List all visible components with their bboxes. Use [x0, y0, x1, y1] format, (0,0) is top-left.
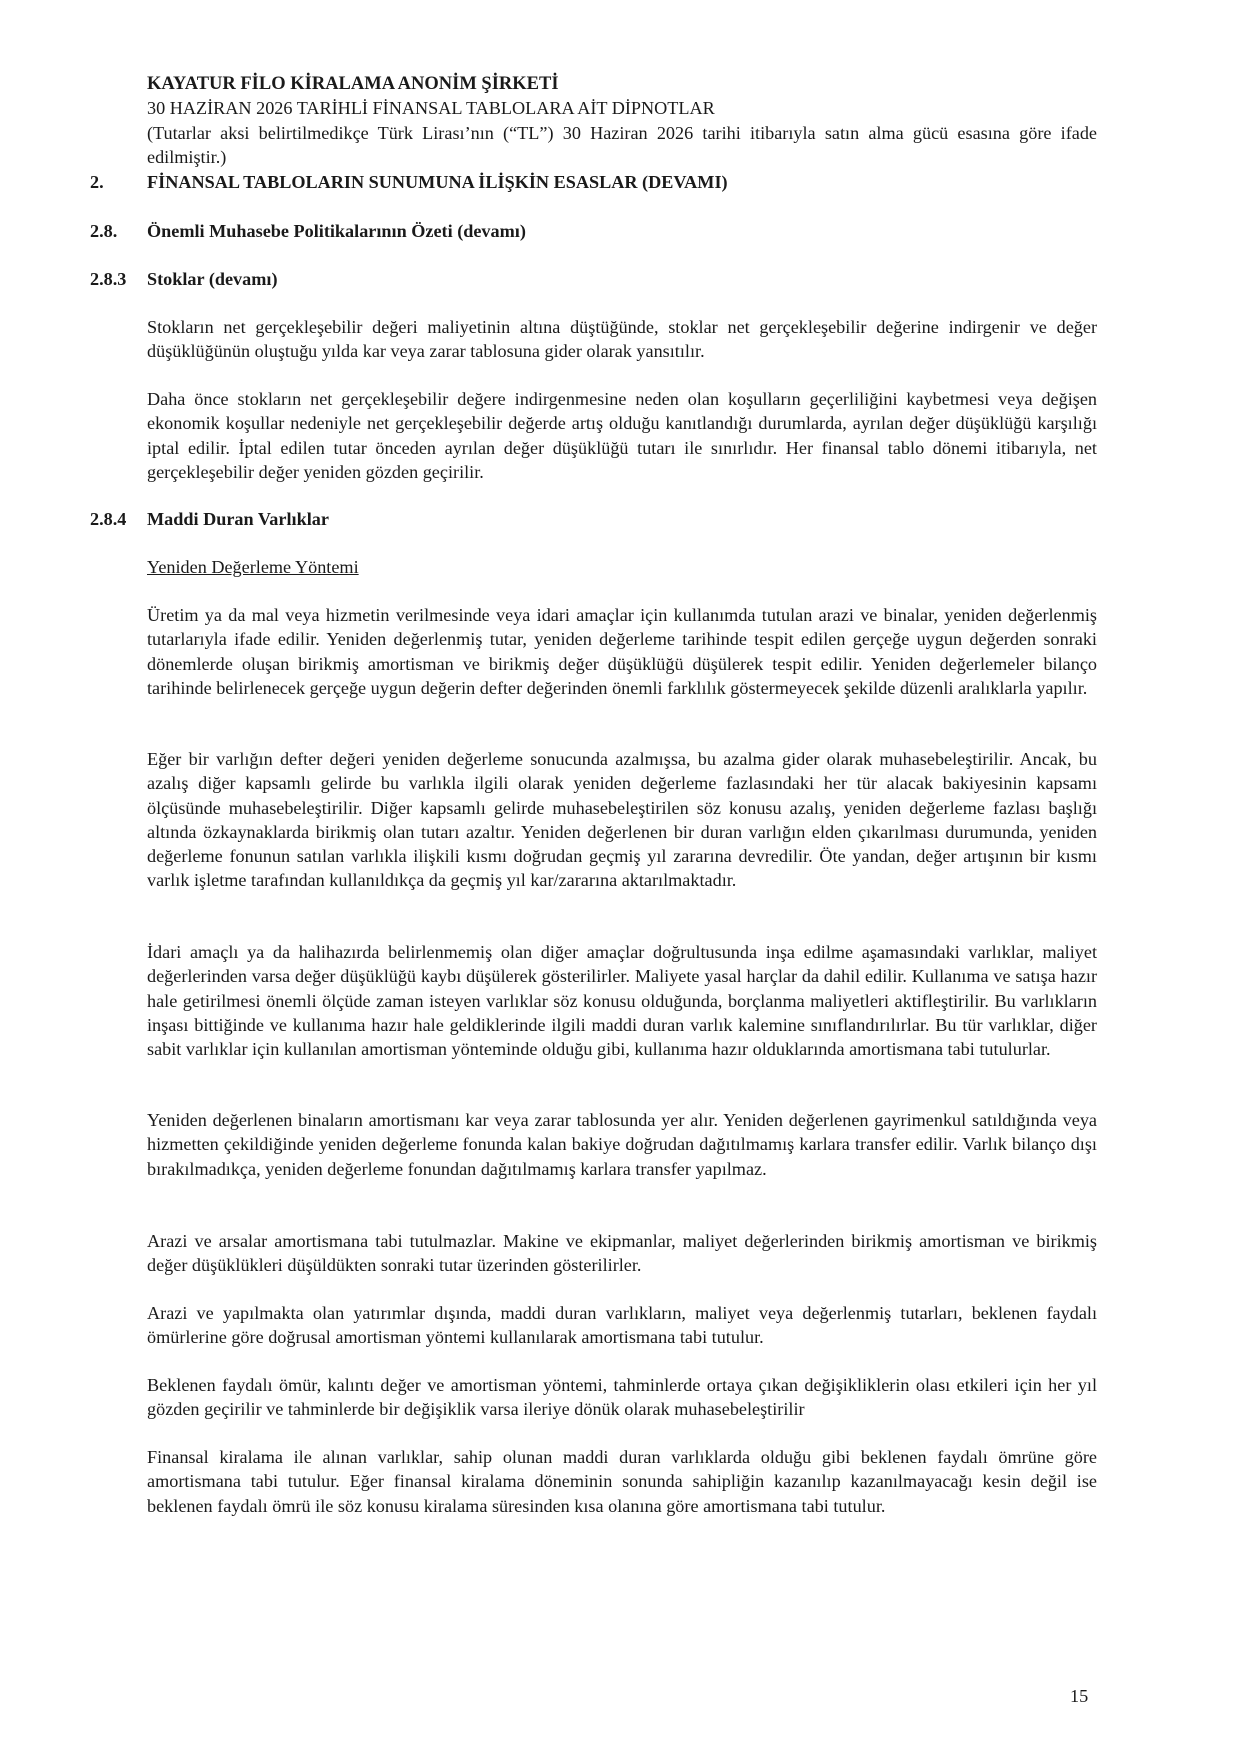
- subheading-revaluation-method: Yeniden Değerleme Yöntemi: [147, 557, 359, 577]
- maddi-paragraph-8: Finansal kiralama ile alınan varlıklar, sahip olunan maddi duran varlıklarda olduğu gibi beklenen faydalı ömrüne göre amortismana tabi tutulur. Eğer finansal kiralama döneminin sonunda sahipliğin kazanılıp kazanılmayacağı kesin değil ise beklenen faydalı ömrü ile söz konusu kiralama süresinden kısa olanına göre amortismana tabi tutulur.: [147, 1447, 1097, 1516]
- page-number: 15: [1070, 1686, 1089, 1706]
- currency-note: (Tutarlar aksi belirtilmedikçe Türk Lirası’nın (“TL”) 30 Haziran 2026 tarihi itibarıyla satın alma gücü esasına göre ifade edilmiştir.): [147, 122, 1097, 167]
- section-number: 2.8.: [90, 221, 118, 241]
- section-number: 2.8.3: [90, 269, 127, 289]
- section-number: 2.: [90, 172, 104, 192]
- maddi-paragraph-7: Beklenen faydalı ömür, kalıntı değer ve amortisman yöntemi, tahminlerde ortaya çıkan değişikliklerin olası etkileri için her yıl gözden geçirilir ve tahminlerde bir değişiklik varsa ileriye dönük olarak muhasebeleştirilir: [147, 1375, 1097, 1420]
- stoklar-paragraph-2: Daha önce stokların net gerçekleşebilir değere indirgenmesine neden olan koşulların geçerliliğini kaybetmesi veya değişen ekonomik koşullar nedeniyle net gerçekleşebilir değerde artış olduğu kanıtlandığı durumlarda, ayrılan değer düşüklüğü karşılığı iptal edilir. İptal edilen tutar önceden ayrılan değer düşüklüğü tutarı ile sınırlıdır. Her finansal tablo dönemi itibarıyla, net gerçekleşebilir değer yeniden gözden geçirilir.: [147, 389, 1097, 482]
- maddi-paragraph-5: Arazi ve arsalar amortismana tabi tutulmazlar. Makine ve ekipmanlar, maliyet değerlerinden birikmiş amortisman ve birikmiş değer düşüklükleri düşüldükten sonraki tutar üzerinden gösterilirler.: [147, 1231, 1097, 1276]
- maddi-paragraph-1: Üretim ya da mal veya hizmetin verilmesinde veya idari amaçlar için kullanımda tutulan arazi ve binalar, yeniden değerlenmiş tutarlarıyla ifade edilir. Yeniden değerlenmiş tutar, yeniden değerleme tarihinde tespit edilen gerçeğe uygun değerden sonraki dönemlerde oluşan birikmiş amortisman ve birikmiş değer düşüklüğü düşülerek tespit edilir. Yeniden değerlemeler bilanço tarihinde belirlenecek gerçeğe uygun değerin defter değerinden önemli farklılık göstermeyecek şekilde düzenli aralıklarla yapılır.: [147, 605, 1097, 698]
- section-title: Önemli Muhasebe Politikalarının Özeti (devamı): [147, 221, 526, 241]
- section-title: Maddi Duran Varlıklar: [147, 509, 329, 529]
- maddi-paragraph-6: Arazi ve yapılmakta olan yatırımlar dışında, maddi duran varlıkların, maliyet veya değerlenmiş tutarları, beklenen faydalı ömürlerine göre doğrusal amortisman yöntemi kullanılarak amortismana tabi tutulur.: [147, 1303, 1097, 1348]
- maddi-paragraph-3: İdari amaçlı ya da halihazırda belirlenmemiş olan diğer amaçlar doğrultusunda inşa edilme aşamasındaki varlıklar, maliyet değerlerinden varsa değer düşüklüğü kaybı düşülerek gösterilirler. Maliyete yasal harçlar da dahil edilir. Kullanıma ve satışa hazır hale getirilmesi önemli ölçüde zaman isteyen varlıklar söz konusu olduğunda, borçlanma maliyetleri aktifleştirilir. Bu varlıkların inşası bittiğinde ve kullanıma hazır hale geldiklerinde ilgili maddi duran varlık kalemine sınıflandırılırlar. Bu tür varlıklar, diğer sabit varlıklar için kullanılan amortisman yönteminde olduğu gibi, kullanıma hazır olduklarında amortismana tabi tutulurlar.: [147, 942, 1097, 1060]
- document-header: [147, 72, 1097, 169]
- stoklar-paragraph-1: Stokların net gerçekleşebilir değeri maliyetinin altına düştüğünde, stoklar net gerçekleşebilir değerine indirgenir ve değer düşüklüğünün oluştuğu yılda kar veya zarar tablosuna gider olarak yansıtılır.: [147, 317, 1097, 362]
- maddi-paragraph-4: Yeniden değerlenen binaların amortismanı kar veya zarar tablosunda yer alır. Yeniden değerlenen gayrimenkul satıldığında veya hizmetten çekildiğinde yeniden değerleme fonunda kalan bakiye doğrudan dağıtılmamış karlara transfer edilir. Varlık bilanço dışı bırakılmadıkça, yeniden değerleme fonundan dağıtılmamış karlara transfer yapılmaz.: [147, 1110, 1097, 1179]
- section-title: Stoklar (devamı): [147, 269, 278, 289]
- maddi-paragraph-2: Eğer bir varlığın defter değeri yeniden değerleme sonucunda azalmışsa, bu azalma gider olarak muhasebeleştirilir. Ancak, bu azalış diğer kapsamlı gelirde bu varlıkla ilgili olarak yeniden değerleme fazlasındaki her tür alacak bakiyesinin kapsamı ölçüsünde muhasebeleştirilir. Diğer kapsamlı gelirde muhasebeleştirilen söz konusu azalış, yeniden değerleme fazlası başlığı altında özkaynaklarda birikmiş olan tutarı azaltır. Yeniden değerlenen bir duran varlığın elden çıkarılması durumunda, yeniden değerleme fonunun satılan varlıkla ilişkili kısmı doğrudan geçmiş yıl zararına devredilir. Öte yandan, değer artışının bir kısmı varlık işletme tarafından kullanıldıkça da geçmiş yıl kar/zararına aktarılmaktadır.: [147, 749, 1097, 891]
- document-subtitle: 30 HAZİRAN 2026 TARİHLİ FİNANSAL TABLOLARA AİT DİPNOTLAR: [147, 98, 715, 119]
- company-name: KAYATUR FİLO KİRALAMA ANONİM ŞİRKETİ: [147, 74, 559, 94]
- section-number: 2.8.4: [90, 509, 127, 529]
- section-title: FİNANSAL TABLOLARIN SUNUMUNA İLİŞKİN ESASLAR (DEVAMI): [147, 172, 728, 192]
